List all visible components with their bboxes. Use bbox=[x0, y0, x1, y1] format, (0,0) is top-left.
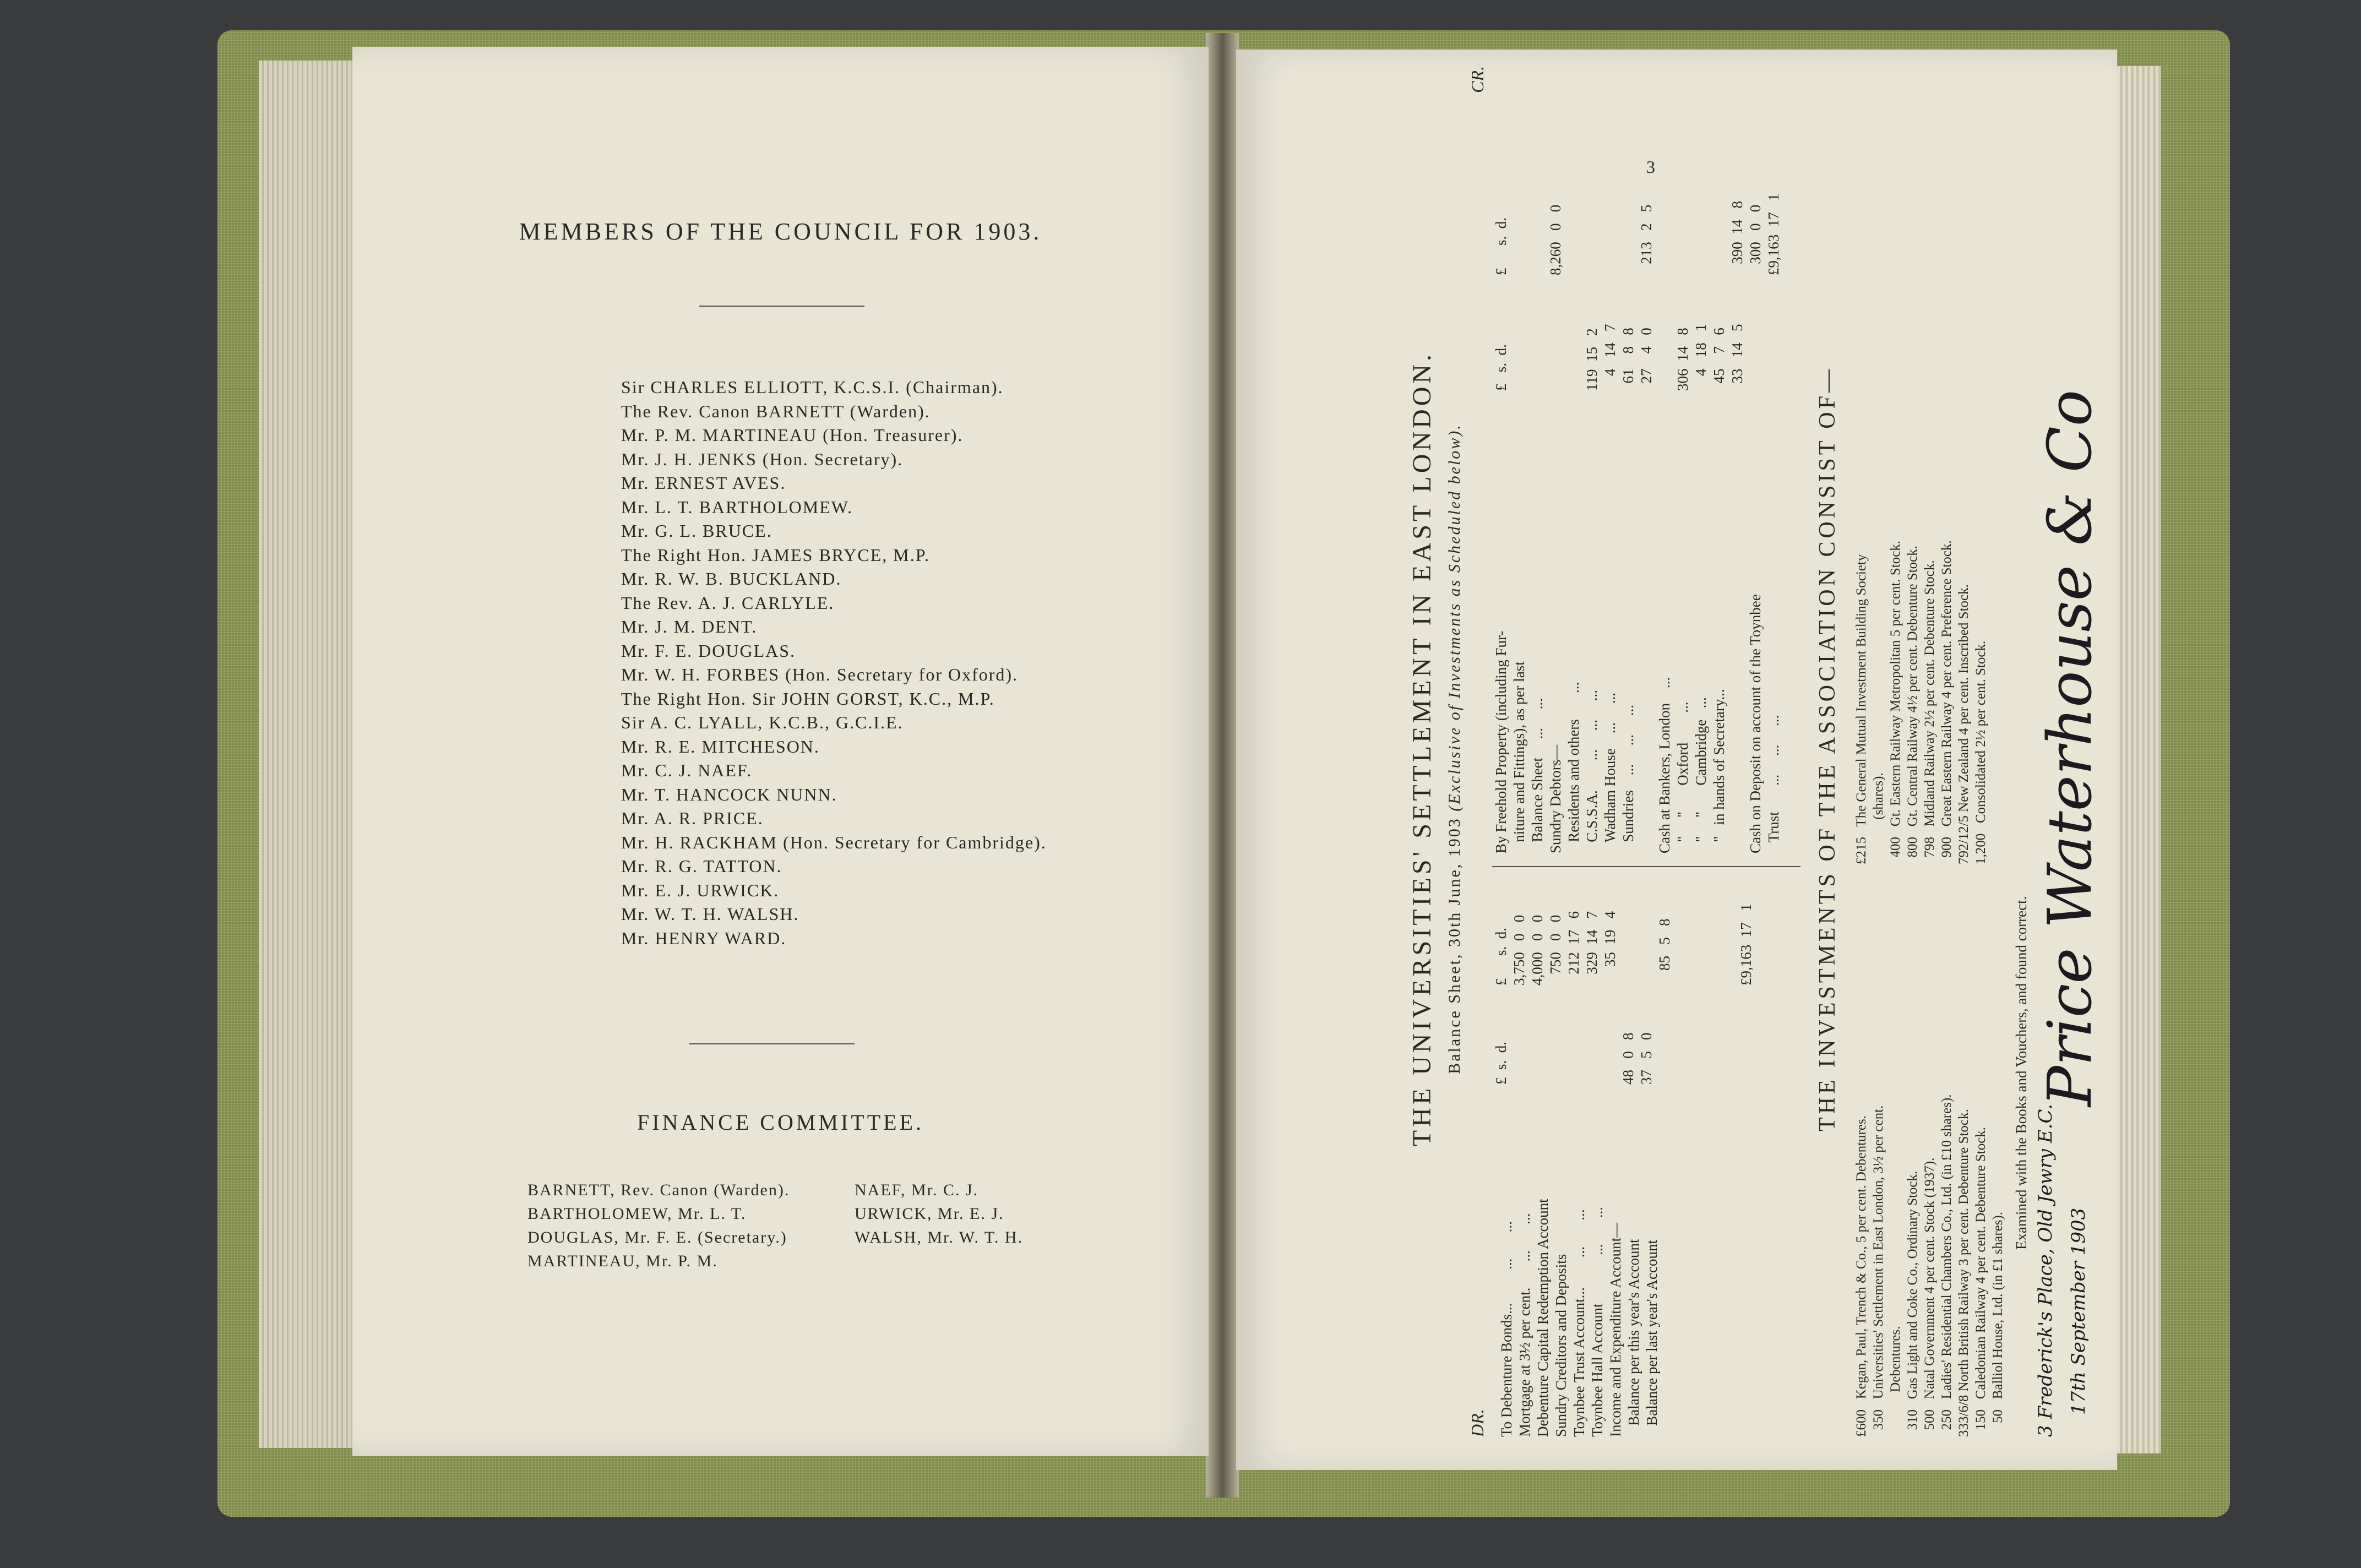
finance-member: URWICK, Mr. E. J. bbox=[855, 1205, 1004, 1223]
left-page bbox=[352, 47, 1209, 1456]
finance-member: DOUGLAS, Mr. F. E. (Secretary.) bbox=[527, 1228, 787, 1246]
council-member: Mr. G. L. BRUCE. bbox=[621, 521, 773, 541]
finance-member: BARTHOLOMEW, Mr. L. T. bbox=[527, 1205, 747, 1223]
council-member: The Right Hon. Sir JOHN GORST, K.C., M.P. bbox=[621, 688, 995, 709]
auditor-signature: Price Waterhouse & Co bbox=[2034, 389, 2105, 1107]
debit-total: £9,163 17 1 bbox=[1738, 903, 1754, 986]
page-number: 3 bbox=[1646, 157, 1655, 177]
dr-label: DR. bbox=[1467, 1409, 1487, 1437]
debit-items: To Debenture Bonds... ... ... Mortgage at 3½ per cent. ... ... Debenture Capital Redemption Account Sundry Creditors and Deposits Toynbee Trust Account... ... ... Toynbee Hall Account ... ... Income and Expenditure Account— Balance per this year's Account Balance per last year's Account bbox=[1498, 1199, 1660, 1437]
signature-address: 3 Frederick's Place, Old Jewry E.C. bbox=[2034, 1103, 2057, 1437]
examined-statement: Examined with the Books and Vouchers, and found correct. bbox=[2013, 896, 2030, 1250]
right-page bbox=[1236, 50, 2117, 1470]
divider bbox=[699, 306, 864, 307]
council-member: Mr. R. W. B. BUCKLAND. bbox=[621, 569, 842, 589]
debit-subtotals: £ s. d. 48 0 8 37 5 0 bbox=[1493, 1032, 1655, 1085]
finance-member: WALSH, Mr. W. T. H. bbox=[855, 1228, 1024, 1246]
council-member: Mr. L. T. BARTHOLOMEW. bbox=[621, 497, 853, 517]
cr-label: CR. bbox=[1467, 66, 1487, 93]
finance-member: MARTINEAU, Mr. P. M. bbox=[527, 1252, 718, 1270]
council-member: The Rev. A. J. CARLYLE. bbox=[621, 592, 835, 613]
council-member: Mr. J. M. DENT. bbox=[621, 617, 758, 636]
investments-right: £215 The General Mutual Investment Building Society (shares). 400 Gt. Eastern Railway Metropolitan 5 per cent. Stock. 800 Gt. Central Railway 4½ per cent. Debenture Stock. 798 Midland Railway 2½ per cent. Debenture Stock. 900 Great Eastern Railway 4 per cent. Preference Stock. 792/12/5 New Zealand 4 per cent. Inscribed Stock. 1,200 Consolidated 2½ per cent. Stock. bbox=[1854, 540, 1988, 864]
page-edges-left bbox=[259, 61, 363, 1448]
council-member: Mr. R. E. MITCHESON. bbox=[621, 736, 820, 756]
credit-total: £9,163 17 1 bbox=[1765, 193, 1782, 275]
council-member: Mr. R. G. TATTON. bbox=[621, 856, 782, 876]
balance-sheet-rotated bbox=[1401, 61, 2117, 1437]
council-member: Mr. E. J. URWICK. bbox=[621, 880, 780, 900]
signature-date: 17th September 1903 bbox=[2068, 1207, 2090, 1415]
investments-left: £600 Kegan, Paul, Trench & Co., 5 per cent. Debentures. 350 Universities' Settlement in East London, 3½ per cent. Debentures. 310 Gas Light and Coke Co., Ordinary Stock. 500 Natal Government 4 per cent. Stock (1937). 250 Ladies' Residential Chambers Co., Ltd. (in £10 shares). 333/6/8 North British Railway 3 per cent. Debenture Stock. 150 Caledonian Railway 4 per cent. Debenture Stock. 50 Balliol House, Ltd. (in £1 shares). bbox=[1854, 1094, 2005, 1437]
council-member: Mr. HENRY WARD. bbox=[621, 928, 787, 948]
council-member: Mr. A. R. PRICE. bbox=[621, 808, 764, 828]
balance-sheet-title: THE UNIVERSITIES' SETTLEMENT IN EAST LONDON. bbox=[1407, 351, 1437, 1147]
investments-title: THE INVESTMENTS OF THE ASSOCIATION CONSIST OF— bbox=[1815, 366, 1840, 1131]
finance-title: FINANCE COMMITTEE. bbox=[637, 1110, 924, 1135]
divider bbox=[689, 1043, 855, 1044]
council-member: Mr. W. H. FORBES (Hon. Secretary for Oxford). bbox=[621, 665, 1019, 684]
council-member: Mr. P. M. MARTINEAU (Hon. Treasurer). bbox=[621, 425, 964, 445]
council-member: Mr. H. RACKHAM (Hon. Secretary for Cambridge). bbox=[621, 832, 1047, 852]
council-member: Mr. T. HANCOCK NUNN. bbox=[621, 784, 837, 804]
credit-amounts: £ s. d. 8,260 0 0 213 2 5 390 14 8 300 0 0 bbox=[1493, 201, 1764, 275]
council-member: The Right Hon. JAMES BRYCE, M.P. bbox=[621, 545, 930, 565]
council-member: Sir A. C. LYALL, K.C.B., G.C.I.E. bbox=[621, 712, 904, 732]
balance-sheet-subtitle: Balance Sheet, 30th June, 1903 (Exclusive of Investments as Scheduled below). bbox=[1445, 423, 1464, 1074]
council-member: Mr. F. E. DOUGLAS. bbox=[621, 640, 796, 661]
debit-amounts: £ s. d. 3,750 0 0 4,000 0 0 750 0 0 212 17 6 329 14 7 35 19 4 85 5 8 bbox=[1493, 911, 1673, 986]
finance-member: NAEF, Mr. C. J. bbox=[855, 1181, 979, 1199]
council-member: Mr. J. H. JENKS (Hon. Secretary). bbox=[621, 449, 904, 469]
finance-member: BARNETT, Rev. Canon (Warden). bbox=[527, 1181, 790, 1199]
council-member: Mr. W. T. H. WALSH. bbox=[621, 904, 799, 924]
council-member: Sir CHARLES ELLIOTT, K.C.S.I. (Chairman). bbox=[621, 377, 1004, 397]
council-member: The Rev. Canon BARNETT (Warden). bbox=[621, 401, 931, 421]
council-member: Mr. C. J. NAEF. bbox=[621, 760, 753, 780]
column-divider bbox=[1492, 866, 1800, 867]
credit-items: By Freehold Property (including Fur- niture and Fittings), as per last Balance Sheet ... ... Sundry Debtors— Residents and others ... C.S.S.A. ... ... ... Wadham House ... ... Sundries ... ... ... Cash at Bankers, London ... " " Oxford ... " " Cambridge ... " in hands of Secretary... Cash on Deposit on account of the Toynbee Trust ... ... ... bbox=[1493, 594, 1782, 853]
council-member: Mr. ERNEST AVES. bbox=[621, 473, 786, 493]
council-title: MEMBERS OF THE COUNCIL FOR 1903. bbox=[519, 218, 1042, 245]
credit-subtotals: £ s. d. 119 15 2 4 14 7 61 8 8 27 4 0 306 14 8 4 18 1 45 7 6 33 14 5 bbox=[1493, 324, 1745, 391]
book-gutter bbox=[1206, 33, 1239, 1498]
